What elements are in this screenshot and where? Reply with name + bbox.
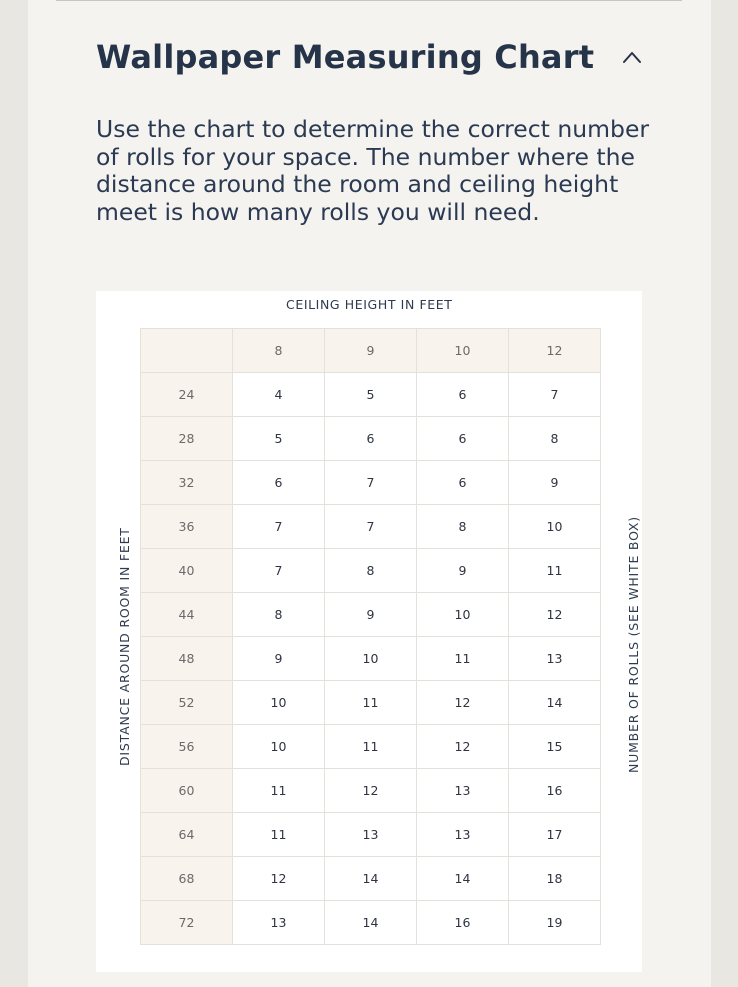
ceiling-height-header: 9 [325,329,417,373]
distance-header: 60 [141,769,233,813]
rolls-cell: 6 [417,373,509,417]
rolls-cell: 14 [509,681,601,725]
rolls-cell: 4 [233,373,325,417]
table-row [141,813,601,857]
rolls-cell: 7 [509,373,601,417]
rolls-cell: 9 [417,549,509,593]
rolls-cell: 12 [509,593,601,637]
table-row [141,681,601,725]
ceiling-height-header: 10 [417,329,509,373]
table-row [141,373,601,417]
distance-header: 72 [141,901,233,945]
rolls-cell: 12 [417,725,509,769]
rolls-cell: 12 [233,857,325,901]
rolls-cell: 9 [233,637,325,681]
table-row [141,725,601,769]
table-row [141,593,601,637]
rolls-cell: 9 [325,593,417,637]
rolls-cell: 11 [325,725,417,769]
rolls-cell: 6 [417,461,509,505]
rolls-cell: 17 [509,813,601,857]
top-divider [56,0,682,1]
rolls-cell: 15 [509,725,601,769]
distance-header: 44 [141,593,233,637]
table-row [141,461,601,505]
ceiling-height-header: 8 [233,329,325,373]
table-row [141,505,601,549]
table-row [141,901,601,945]
rolls-cell: 5 [325,373,417,417]
rolls-cell: 10 [509,505,601,549]
page-title: Wallpaper Measuring Chart [96,38,595,76]
rolls-cell: 11 [233,769,325,813]
rolls-cell: 7 [325,505,417,549]
rolls-cell: 19 [509,901,601,945]
rolls-cell: 10 [233,681,325,725]
ceiling-height-caption: CEILING HEIGHT IN FEET [286,297,453,312]
rolls-cell: 8 [233,593,325,637]
distance-header: 48 [141,637,233,681]
rolls-cell: 10 [233,725,325,769]
rolls-cell: 7 [325,461,417,505]
distance-header: 40 [141,549,233,593]
distance-header: 36 [141,505,233,549]
rolls-cell: 13 [417,813,509,857]
rolls-cell: 10 [417,593,509,637]
rolls-cell: 8 [325,549,417,593]
rolls-cell: 18 [509,857,601,901]
rolls-cell: 11 [233,813,325,857]
rolls-cell: 11 [325,681,417,725]
rolls-cell: 16 [509,769,601,813]
corner-cell [141,329,233,373]
intro-text: Use the chart to determine the correct number of rolls for your space. The number where the distance around the room and ceiling height meet is how many rolls you will need. [96,115,650,226]
rolls-cell: 11 [509,549,601,593]
distance-header: 52 [141,681,233,725]
table-row [141,637,601,681]
ceiling-height-header: 12 [509,329,601,373]
rolls-cell: 13 [417,769,509,813]
distance-header: 64 [141,813,233,857]
rolls-cell: 13 [233,901,325,945]
rolls-cell: 6 [325,417,417,461]
measuring-table [140,328,601,945]
rolls-cell: 8 [509,417,601,461]
distance-header: 28 [141,417,233,461]
table-row [141,857,601,901]
distance-header: 68 [141,857,233,901]
rolls-caption: NUMBER OF ROLLS (SEE WHITE BOX) [626,516,641,773]
rolls-cell: 5 [233,417,325,461]
rolls-cell: 12 [417,681,509,725]
chevron-up-icon [620,46,644,70]
rolls-cell: 14 [417,857,509,901]
distance-header: 32 [141,461,233,505]
header-row [141,329,601,373]
rolls-cell: 10 [325,637,417,681]
rolls-cell: 7 [233,505,325,549]
rolls-cell: 6 [417,417,509,461]
distance-header: 24 [141,373,233,417]
distance-caption: DISTANCE AROUND ROOM IN FEET [117,527,132,766]
rolls-cell: 7 [233,549,325,593]
rolls-cell: 13 [509,637,601,681]
distance-header: 56 [141,725,233,769]
collapse-button[interactable] [620,46,644,70]
rolls-cell: 8 [417,505,509,549]
rolls-cell: 13 [325,813,417,857]
rolls-cell: 16 [417,901,509,945]
table-row [141,549,601,593]
rolls-cell: 9 [509,461,601,505]
table-row [141,417,601,461]
rolls-cell: 12 [325,769,417,813]
rolls-cell: 11 [417,637,509,681]
rolls-cell: 14 [325,857,417,901]
rolls-cell: 6 [233,461,325,505]
rolls-cell: 14 [325,901,417,945]
table-row [141,769,601,813]
